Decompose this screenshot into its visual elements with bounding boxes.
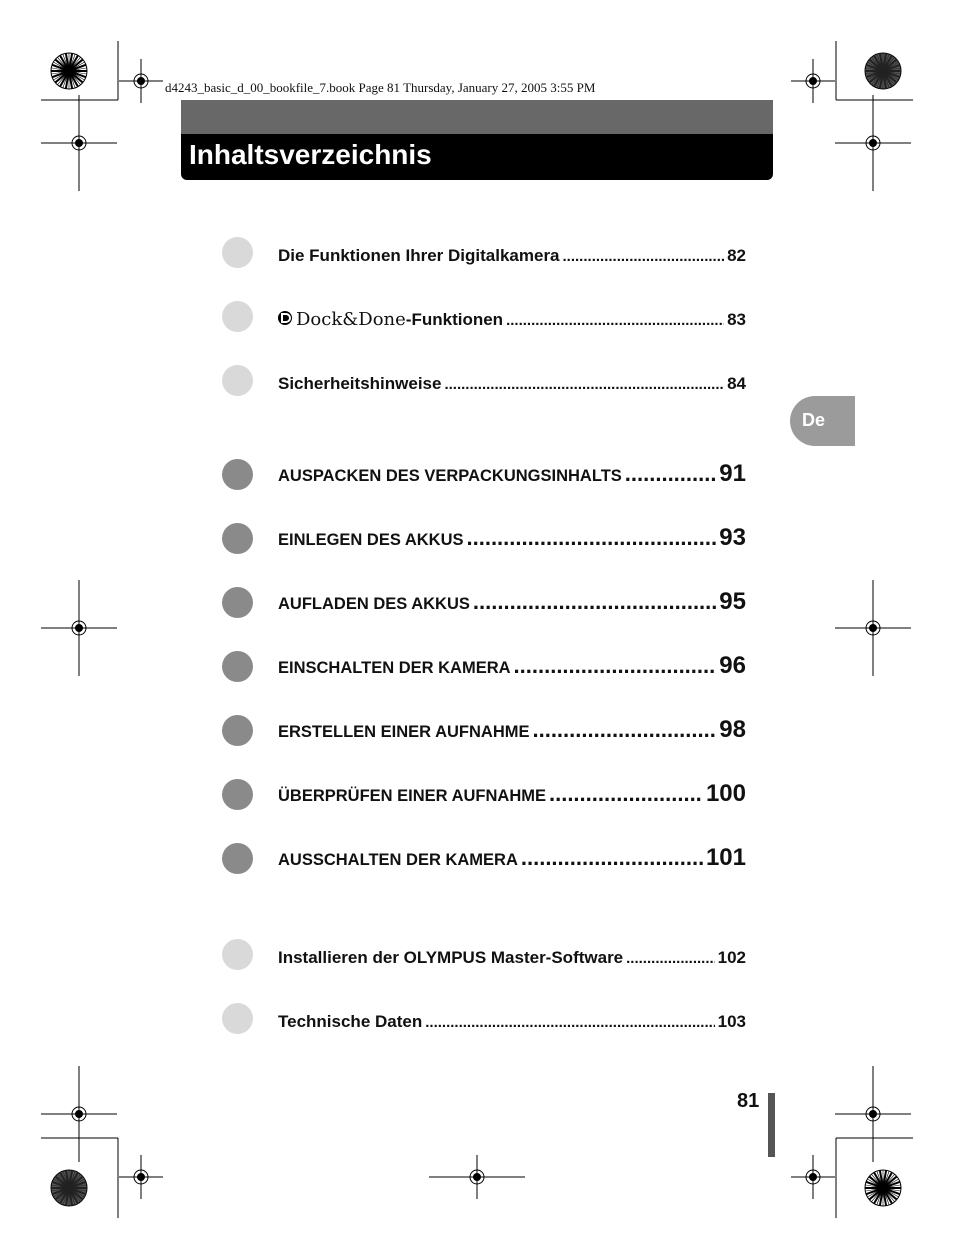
toc-page-number: 82 bbox=[727, 246, 746, 265]
toc-entry[interactable] bbox=[222, 651, 746, 683]
toc-entry[interactable] bbox=[222, 301, 746, 333]
toc-entry[interactable] bbox=[222, 237, 746, 269]
language-tab bbox=[790, 396, 855, 446]
toc-page-number: 102 bbox=[717, 948, 746, 967]
circle-bullet-icon bbox=[222, 939, 253, 970]
dot-leader bbox=[532, 717, 716, 743]
circle-bullet-icon bbox=[222, 237, 253, 268]
registration-mark-icon bbox=[119, 59, 163, 103]
book-header-line: d4243_basic_d_00_bookfile_7.book Page 81 Thursday, January 27, 2005 3:55 PM bbox=[165, 80, 596, 95]
dot-leader bbox=[425, 1014, 714, 1031]
toc-entry[interactable] bbox=[222, 587, 746, 619]
starburst-mark-icon bbox=[865, 53, 901, 89]
circle-bullet-icon bbox=[222, 301, 253, 332]
toc-entry-label: ÜBERPRÜFEN EINER AUFNAHME bbox=[278, 787, 546, 805]
registration-mark-icon bbox=[119, 1155, 163, 1199]
toc-entry-label: Installieren der OLYMPUS Master-Software bbox=[278, 948, 624, 967]
page-title: Inhaltsverzeichnis bbox=[189, 139, 432, 170]
toc-page-number: 100 bbox=[705, 780, 746, 807]
toc-entry-label-text: -Funktionen bbox=[405, 310, 504, 329]
toc-entry-label: AUSPACKEN DES VERPACKUNGSINHALTS bbox=[278, 467, 622, 485]
toc-entry-label: Sicherheitshinweise bbox=[278, 374, 442, 393]
registration-mark-icon bbox=[835, 580, 911, 676]
toc-page-number: 96 bbox=[719, 652, 746, 679]
toc-entry-label: Die Funktionen Ihrer Digitalkamera bbox=[278, 246, 560, 265]
toc-entry[interactable] bbox=[222, 779, 746, 811]
dot-leader bbox=[626, 950, 714, 967]
language-tab-label: De bbox=[802, 410, 826, 430]
circle-bullet-icon bbox=[222, 779, 253, 810]
toc-entry-label: AUFLADEN DES AKKUS bbox=[278, 595, 470, 613]
registration-mark-icon bbox=[835, 1066, 911, 1162]
title-bar-top bbox=[181, 100, 773, 134]
toc-page-number: 84 bbox=[727, 374, 746, 393]
toc-entry[interactable] bbox=[222, 459, 746, 491]
circle-bullet-icon bbox=[222, 715, 253, 746]
registration-mark-icon bbox=[41, 1066, 117, 1162]
circle-bullet-icon bbox=[222, 651, 253, 682]
toc-entry-label: ERSTELLEN EINER AUFNAHME bbox=[278, 723, 530, 741]
dot-leader bbox=[444, 376, 724, 393]
page-number-bar bbox=[768, 1093, 775, 1157]
dot-leader bbox=[521, 845, 703, 871]
toc-page-number: 95 bbox=[719, 588, 746, 615]
registration-mark-icon bbox=[835, 95, 911, 191]
toc-entry[interactable] bbox=[222, 939, 746, 971]
dot-leader bbox=[549, 781, 703, 807]
dot-leader bbox=[563, 248, 725, 265]
starburst-mark-icon bbox=[865, 1170, 901, 1206]
toc-entry[interactable] bbox=[222, 715, 746, 747]
circle-bullet-icon bbox=[222, 523, 253, 554]
dot-leader bbox=[467, 525, 717, 551]
toc-entry-label: EINSCHALTEN DER KAMERA bbox=[278, 659, 511, 677]
toc-page-number: 91 bbox=[719, 460, 746, 487]
registration-mark-icon bbox=[429, 1155, 525, 1199]
toc-entry[interactable] bbox=[222, 1003, 746, 1035]
toc-page-number: 101 bbox=[705, 844, 746, 871]
toc-page-number: 83 bbox=[727, 310, 746, 329]
circle-bullet-icon bbox=[222, 587, 253, 618]
registration-mark-icon bbox=[791, 59, 835, 103]
toc-page-number: 93 bbox=[719, 524, 746, 551]
toc-entry-label: EINLEGEN DES AKKUS bbox=[278, 531, 464, 549]
dot-leader bbox=[473, 589, 716, 615]
toc-entry-label: Technische Daten bbox=[278, 1012, 423, 1031]
toc-page-number: 103 bbox=[717, 1012, 746, 1031]
toc-entry[interactable] bbox=[222, 843, 746, 875]
circle-bullet-icon bbox=[222, 365, 253, 396]
toc-entry-label bbox=[278, 309, 503, 330]
circle-bullet-icon bbox=[222, 1003, 253, 1034]
starburst-mark-icon bbox=[51, 1170, 87, 1206]
toc-entry-label: AUSSCHALTEN DER KAMERA bbox=[278, 851, 518, 869]
registration-mark-icon bbox=[41, 580, 117, 676]
dock-done-logo-text: Dock&Done bbox=[296, 309, 406, 330]
circle-bullet-icon bbox=[222, 459, 253, 490]
dot-leader bbox=[625, 461, 717, 487]
toc-entry[interactable] bbox=[222, 523, 746, 555]
starburst-mark-icon bbox=[51, 53, 87, 89]
circle-bullet-icon bbox=[222, 843, 253, 874]
toc-entry[interactable] bbox=[222, 365, 746, 397]
dock-done-logo-icon bbox=[278, 310, 294, 330]
dot-leader bbox=[506, 312, 724, 329]
dot-leader bbox=[514, 653, 717, 679]
registration-mark-icon bbox=[791, 1155, 835, 1199]
registration-mark-icon bbox=[41, 95, 117, 191]
toc-page-number: 98 bbox=[719, 716, 746, 743]
page-number: 81 bbox=[737, 1090, 760, 1112]
